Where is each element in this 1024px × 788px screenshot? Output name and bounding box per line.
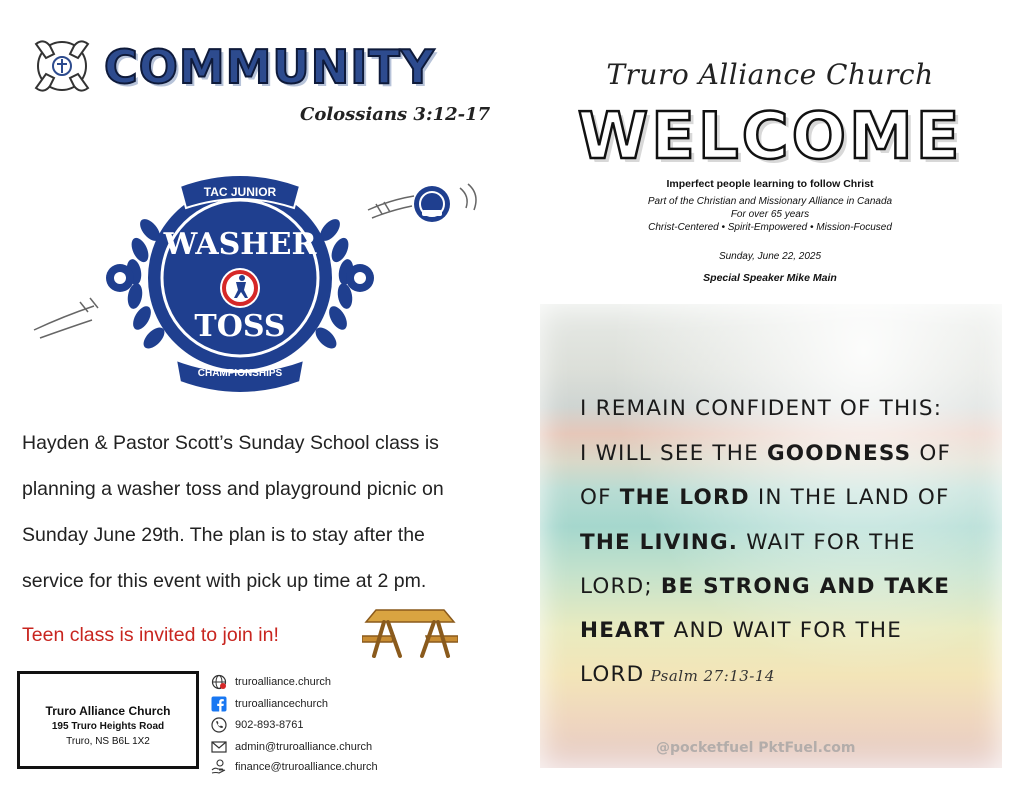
verse-line: OF THE LORD IN THE LAND OF <box>580 485 950 510</box>
facebook-icon <box>211 696 227 712</box>
contact-facebook[interactable] <box>211 694 328 714</box>
verse-image <box>540 304 1002 768</box>
verse-line: THE LIVING. WAIT FOR THE <box>580 530 916 555</box>
contact-finance[interactable] <box>211 757 378 777</box>
contact-phone[interactable] <box>211 715 304 735</box>
picnic-table-icon <box>362 596 458 660</box>
welcome-heading: WELCOME <box>577 100 963 174</box>
address-church-name: Truro Alliance Church <box>45 704 171 718</box>
years-line: For over 65 years <box>730 209 810 220</box>
verse-line: LORD Psalm 27:13-14 <box>580 662 775 687</box>
verse-line: LORD; BE STRONG AND TAKE <box>580 574 951 599</box>
logo-word-toss: TOSS <box>194 309 286 344</box>
washer-toss-logo <box>30 160 480 400</box>
verse-line: HEART AND WAIT FOR THE <box>580 618 903 643</box>
announcement-line: service for this event with pick up time at 2 pm. <box>22 570 427 592</box>
watermark: @pocketfuel PktFuel.com <box>656 740 856 756</box>
globe-icon <box>211 674 227 690</box>
flying-washer-icon <box>414 186 450 222</box>
logo-word-washer: WASHER <box>163 227 317 262</box>
phone-icon <box>211 717 227 733</box>
logo-top-banner-text: TAC JUNIOR <box>203 185 277 199</box>
address-city: Truro, NS B6L 1X2 <box>66 736 150 747</box>
envelope-icon <box>211 739 227 755</box>
announcement-line: Sunday June 29th. The plan is to stay after the <box>22 524 425 546</box>
facebook-text: truroalliancechurch <box>235 698 328 710</box>
community-title: COMMUNITY <box>104 40 436 94</box>
special-speaker: Special Speaker Mike Main <box>703 272 837 284</box>
address-box <box>17 671 199 769</box>
contact-email[interactable] <box>211 737 372 757</box>
website-text: truroalliance.church <box>235 676 331 688</box>
tagline: Imperfect people learning to follow Christ <box>666 178 874 190</box>
email-text: admin@truroalliance.church <box>235 741 373 753</box>
logo-bottom-banner-text: CHAMPIONSHIPS <box>197 368 283 379</box>
community-scripture-reference: Colossians 3:12-17 <box>300 104 491 125</box>
verse-line: I WILL SEE THE GOODNESS OF <box>580 441 952 466</box>
verse-reference: Psalm 27:13-14 <box>650 667 775 685</box>
denomination-line: Part of the Christian and Missionary Alliance in Canada <box>647 196 893 207</box>
address-street: 195 Truro Heights Road <box>51 721 165 732</box>
announcement-line: planning a washer toss and playground picnic on <box>22 478 444 500</box>
announcement-line: Hayden & Pastor Scott’s Sunday School class is <box>22 432 439 454</box>
service-date: Sunday, June 22, 2025 <box>718 251 822 262</box>
phone-text: 902-893-8761 <box>235 719 304 731</box>
giving-hand-icon <box>211 759 227 775</box>
contact-website[interactable] <box>211 672 331 692</box>
community-hands-icon <box>26 30 98 102</box>
values-line: Christ-Centered • Spirit-Empowered • Mission-Focused <box>648 222 892 233</box>
church-name-script: Truro Alliance Church <box>606 58 934 91</box>
finance-email-text: finance@truroalliance.church <box>235 761 378 773</box>
teen-invite-text: Teen class is invited to join in! <box>22 624 279 646</box>
verse-line: I REMAIN CONFIDENT OF THIS: <box>580 396 943 421</box>
